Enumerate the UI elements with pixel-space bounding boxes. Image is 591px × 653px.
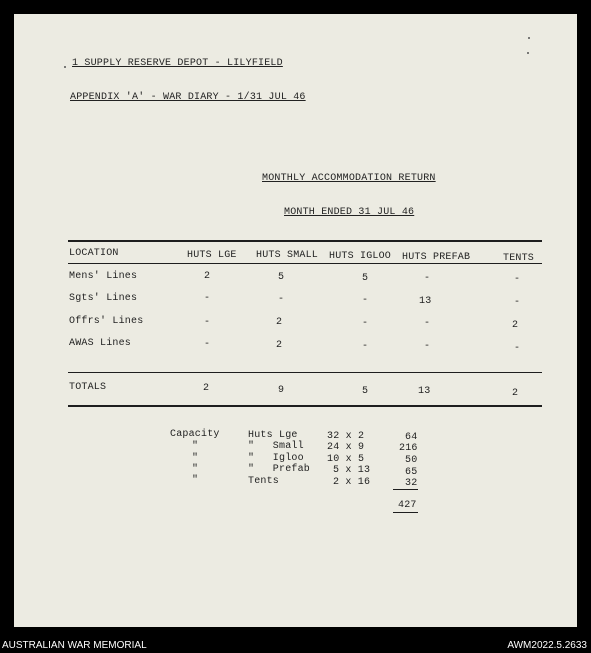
table-cell: - xyxy=(278,294,285,305)
column-header: HUTS SMALL xyxy=(256,250,319,261)
capacity-cell: 5 x 13 xyxy=(333,465,371,476)
capacity-cell: " xyxy=(192,453,199,464)
column-header: HUTS LGE xyxy=(187,250,237,261)
table-cell: 2 xyxy=(204,271,211,282)
capacity-cell: " Igloo xyxy=(248,453,304,464)
totals-cell: 5 xyxy=(362,386,369,397)
totals-label: TOTALS xyxy=(69,382,107,393)
table-cell: - xyxy=(514,343,521,354)
report-title: MONTHLY ACCOMMODATION RETURN xyxy=(262,173,436,184)
table-cell: - xyxy=(514,274,521,285)
table-cell: - xyxy=(204,339,211,350)
capacity-cell: Capacity xyxy=(170,429,220,440)
appendix-heading: APPENDIX 'A' - WAR DIARY - 1/31 JUL 46 xyxy=(70,92,306,103)
capacity-cell: 64 xyxy=(405,432,418,443)
table-cell: 2 xyxy=(512,320,519,331)
capacity-cell: 2 x 16 xyxy=(333,477,371,488)
totals-cell: 2 xyxy=(203,383,210,394)
column-header: TENTS xyxy=(503,253,535,264)
table-cell: Mens' Lines xyxy=(69,271,138,282)
column-header: LOCATION xyxy=(69,248,119,259)
table-cell: 2 xyxy=(276,317,283,328)
table-cell: Offrs' Lines xyxy=(69,316,144,327)
capacity-cell: 10 x 5 xyxy=(327,454,365,465)
capacity-cell: " xyxy=(192,441,199,452)
table-cell: - xyxy=(424,341,431,352)
capacity-cell: Huts Lge xyxy=(248,430,298,441)
paper-mark xyxy=(64,66,66,68)
table-cell: - xyxy=(362,318,369,329)
capacity-cell: " Small xyxy=(248,441,304,452)
header-bottom-rule xyxy=(68,263,542,264)
capacity-sum-rule xyxy=(393,489,418,490)
table-bottom-rule xyxy=(68,405,542,407)
capacity-total: 427 xyxy=(398,500,417,511)
unit-heading: 1 SUPPLY RESERVE DEPOT - LILYFIELD xyxy=(72,58,283,69)
totals-cell: 13 xyxy=(418,386,431,397)
table-cell: - xyxy=(424,318,431,329)
capacity-cell: " Prefab xyxy=(248,464,311,475)
capacity-cell: 32 xyxy=(405,478,418,489)
table-cell: 5 xyxy=(278,272,285,283)
table-cell: 2 xyxy=(276,340,283,351)
capacity-cell: Tents xyxy=(248,476,280,487)
capacity-cell: 65 xyxy=(405,467,418,478)
table-cell: Sgts' Lines xyxy=(69,293,138,304)
capacity-cell: 216 xyxy=(399,443,418,454)
footer-source: AUSTRALIAN WAR MEMORIAL xyxy=(2,640,147,651)
capacity-total-rule xyxy=(393,512,418,513)
totals-cell: 2 xyxy=(512,388,519,399)
capacity-cell: " xyxy=(192,464,199,475)
table-cell: 5 xyxy=(362,273,369,284)
table-cell: - xyxy=(424,273,431,284)
paper-mark xyxy=(527,52,529,54)
column-header: HUTS PREFAB xyxy=(402,252,471,263)
capacity-cell: 50 xyxy=(405,455,418,466)
capacity-cell: 24 x 9 xyxy=(327,442,365,453)
footer-catalogue-number: AWM2022.5.2633 xyxy=(507,640,587,651)
capacity-cell: " xyxy=(192,475,199,486)
column-header: HUTS IGLOO xyxy=(329,251,392,262)
table-cell: - xyxy=(204,317,211,328)
table-cell: AWAS Lines xyxy=(69,338,132,349)
table-cell: - xyxy=(204,293,211,304)
totals-top-rule xyxy=(68,372,542,373)
capacity-cell: 32 x 2 xyxy=(327,431,365,442)
table-cell: - xyxy=(362,295,369,306)
totals-cell: 9 xyxy=(278,385,285,396)
table-top-rule xyxy=(68,240,542,242)
table-cell: - xyxy=(514,297,521,308)
paper-mark xyxy=(528,37,530,39)
report-period: MONTH ENDED 31 JUL 46 xyxy=(284,207,415,218)
table-cell: - xyxy=(362,341,369,352)
table-cell: 13 xyxy=(419,296,432,307)
